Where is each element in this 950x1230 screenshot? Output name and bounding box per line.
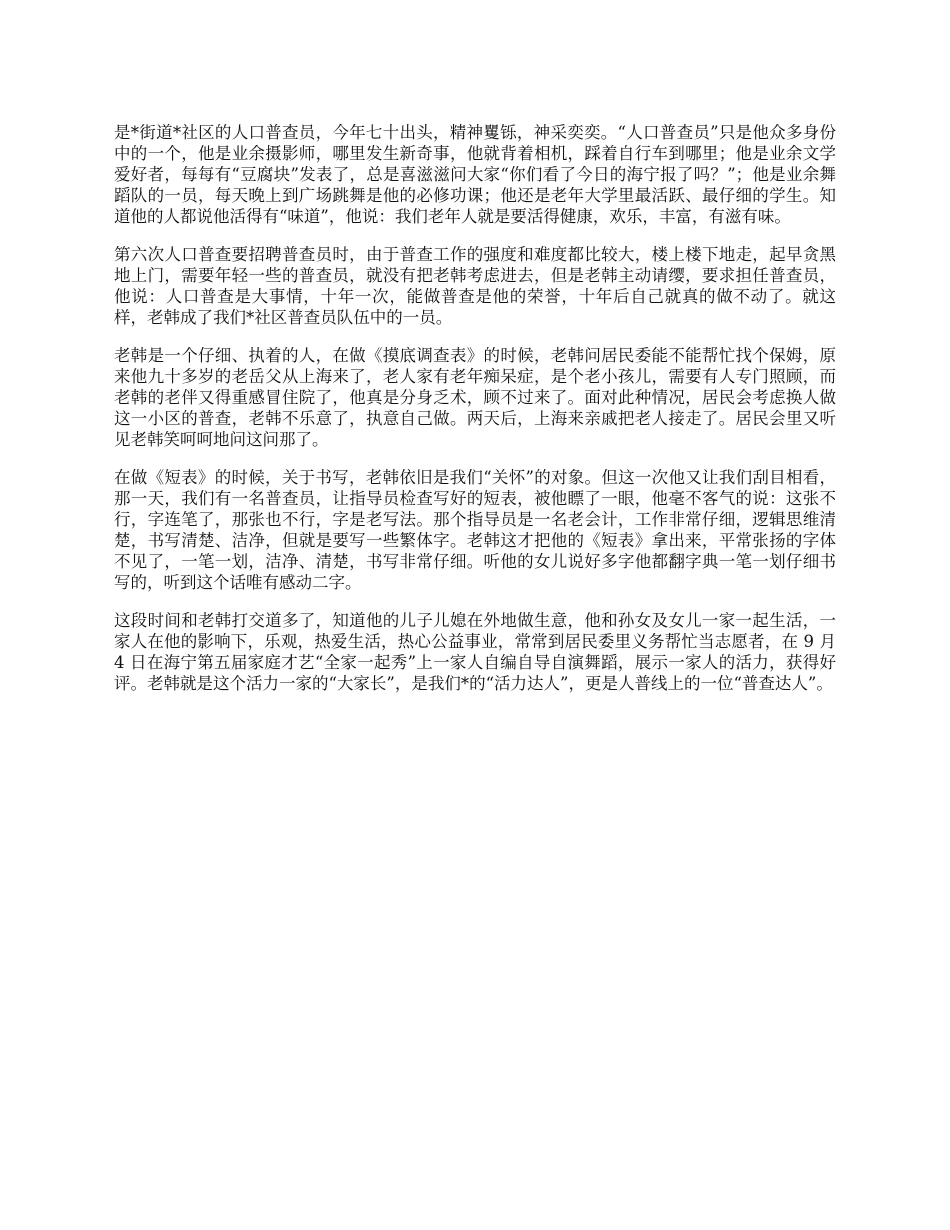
document-body <box>114 122 836 711</box>
paragraph-1: 是*街道*社区的人口普查员，今年七十出头，精神矍铄，神采奕奕。“人口普查员”只是他众多身份中的一个，他是业余摄影师，哪里发生新奇事，他就背着相机，踩着自行车到哪里；他是业余文学爱好者，每每有“豆腐块”发表了，总是喜滋滋问大家“你们看了今日的海宁报了吗？”；他是业余舞蹈队的一员，每天晚上到广场跳舞是他的必修功课；他还是老年大学里最活跃、最仔细的学生。知道他的人都说他活得有“味道”，他说：我们老年人就是要活得健康，欢乐，丰富，有滋有味。 <box>114 123 836 226</box>
paragraph-2: 第六次人口普查要招聘普查员时，由于普查工作的强度和难度都比较大，楼上楼下地走，起早贪黑地上门，需要年轻一些的普查员，就没有把老韩考虑进去，但是老韩主动请缨，要求担任普查员，他说：人口普查是大事情，十年一次，能做普查是他的荣誉，十年后自己就真的做不动了。就这样，老韩成了我们*社区普查员队伍中的一员。 <box>114 245 836 327</box>
paragraph-5: 这段时间和老韩打交道多了，知道他的儿子儿媳在外地做生意，他和孙女及女儿一家一起生活，一家人在他的影响下，乐观，热爱生活，热心公益事业，常常到居民委里义务帮忙当志愿者，在 9 月 4 日在海宁第五届家庭才艺“全家一起秀”上一家人自编自导自演舞蹈，展示一家人的活力，获得好评。老韩就是这个活力一家的“大家长”，是我们*的“活力达人”，更是人普线上的一位“普查达人”。 <box>114 611 836 693</box>
paragraph-4: 在做《短表》的时候，关于书写，老韩依旧是我们“关怀”的对象。但这一次他又让我们刮目相看，那一天，我们有一名普查员，让指导员检查写好的短表，被他瞟了一眼，他毫不客气的说：这张不行，字连笔了，那张也不行，字是老写法。那个指导员是一名老会计，工作非常仔细，逻辑思维清楚，书写清楚、洁净，但就是要写一些繁体字。老韩这才把他的《短表》拿出来，平常张扬的字体不见了，一笔一划，洁净、清楚，书写非常仔细。听他的女儿说好多字他都翻字典一笔一划仔细书写的，听到这个话唯有感动二字。 <box>114 468 836 592</box>
paragraph-3: 老韩是一个仔细、执着的人，在做《摸底调查表》的时候，老韩问居民委能不能帮忙找个保姆，原来他九十多岁的老岳父从上海来了，老人家有老年痴呆症，是个老小孩儿，需要有人专门照顾，而老韩的老伴又得重感冒住院了，他真是分身乏术，顾不过来了。面对此种情况，居民会考虑换人做这一小区的普查，老韩不乐意了，执意自己做。两天后，上海来亲戚把老人接走了。居民会里又听见老韩笑呵呵地问这问那了。 <box>114 346 836 449</box>
